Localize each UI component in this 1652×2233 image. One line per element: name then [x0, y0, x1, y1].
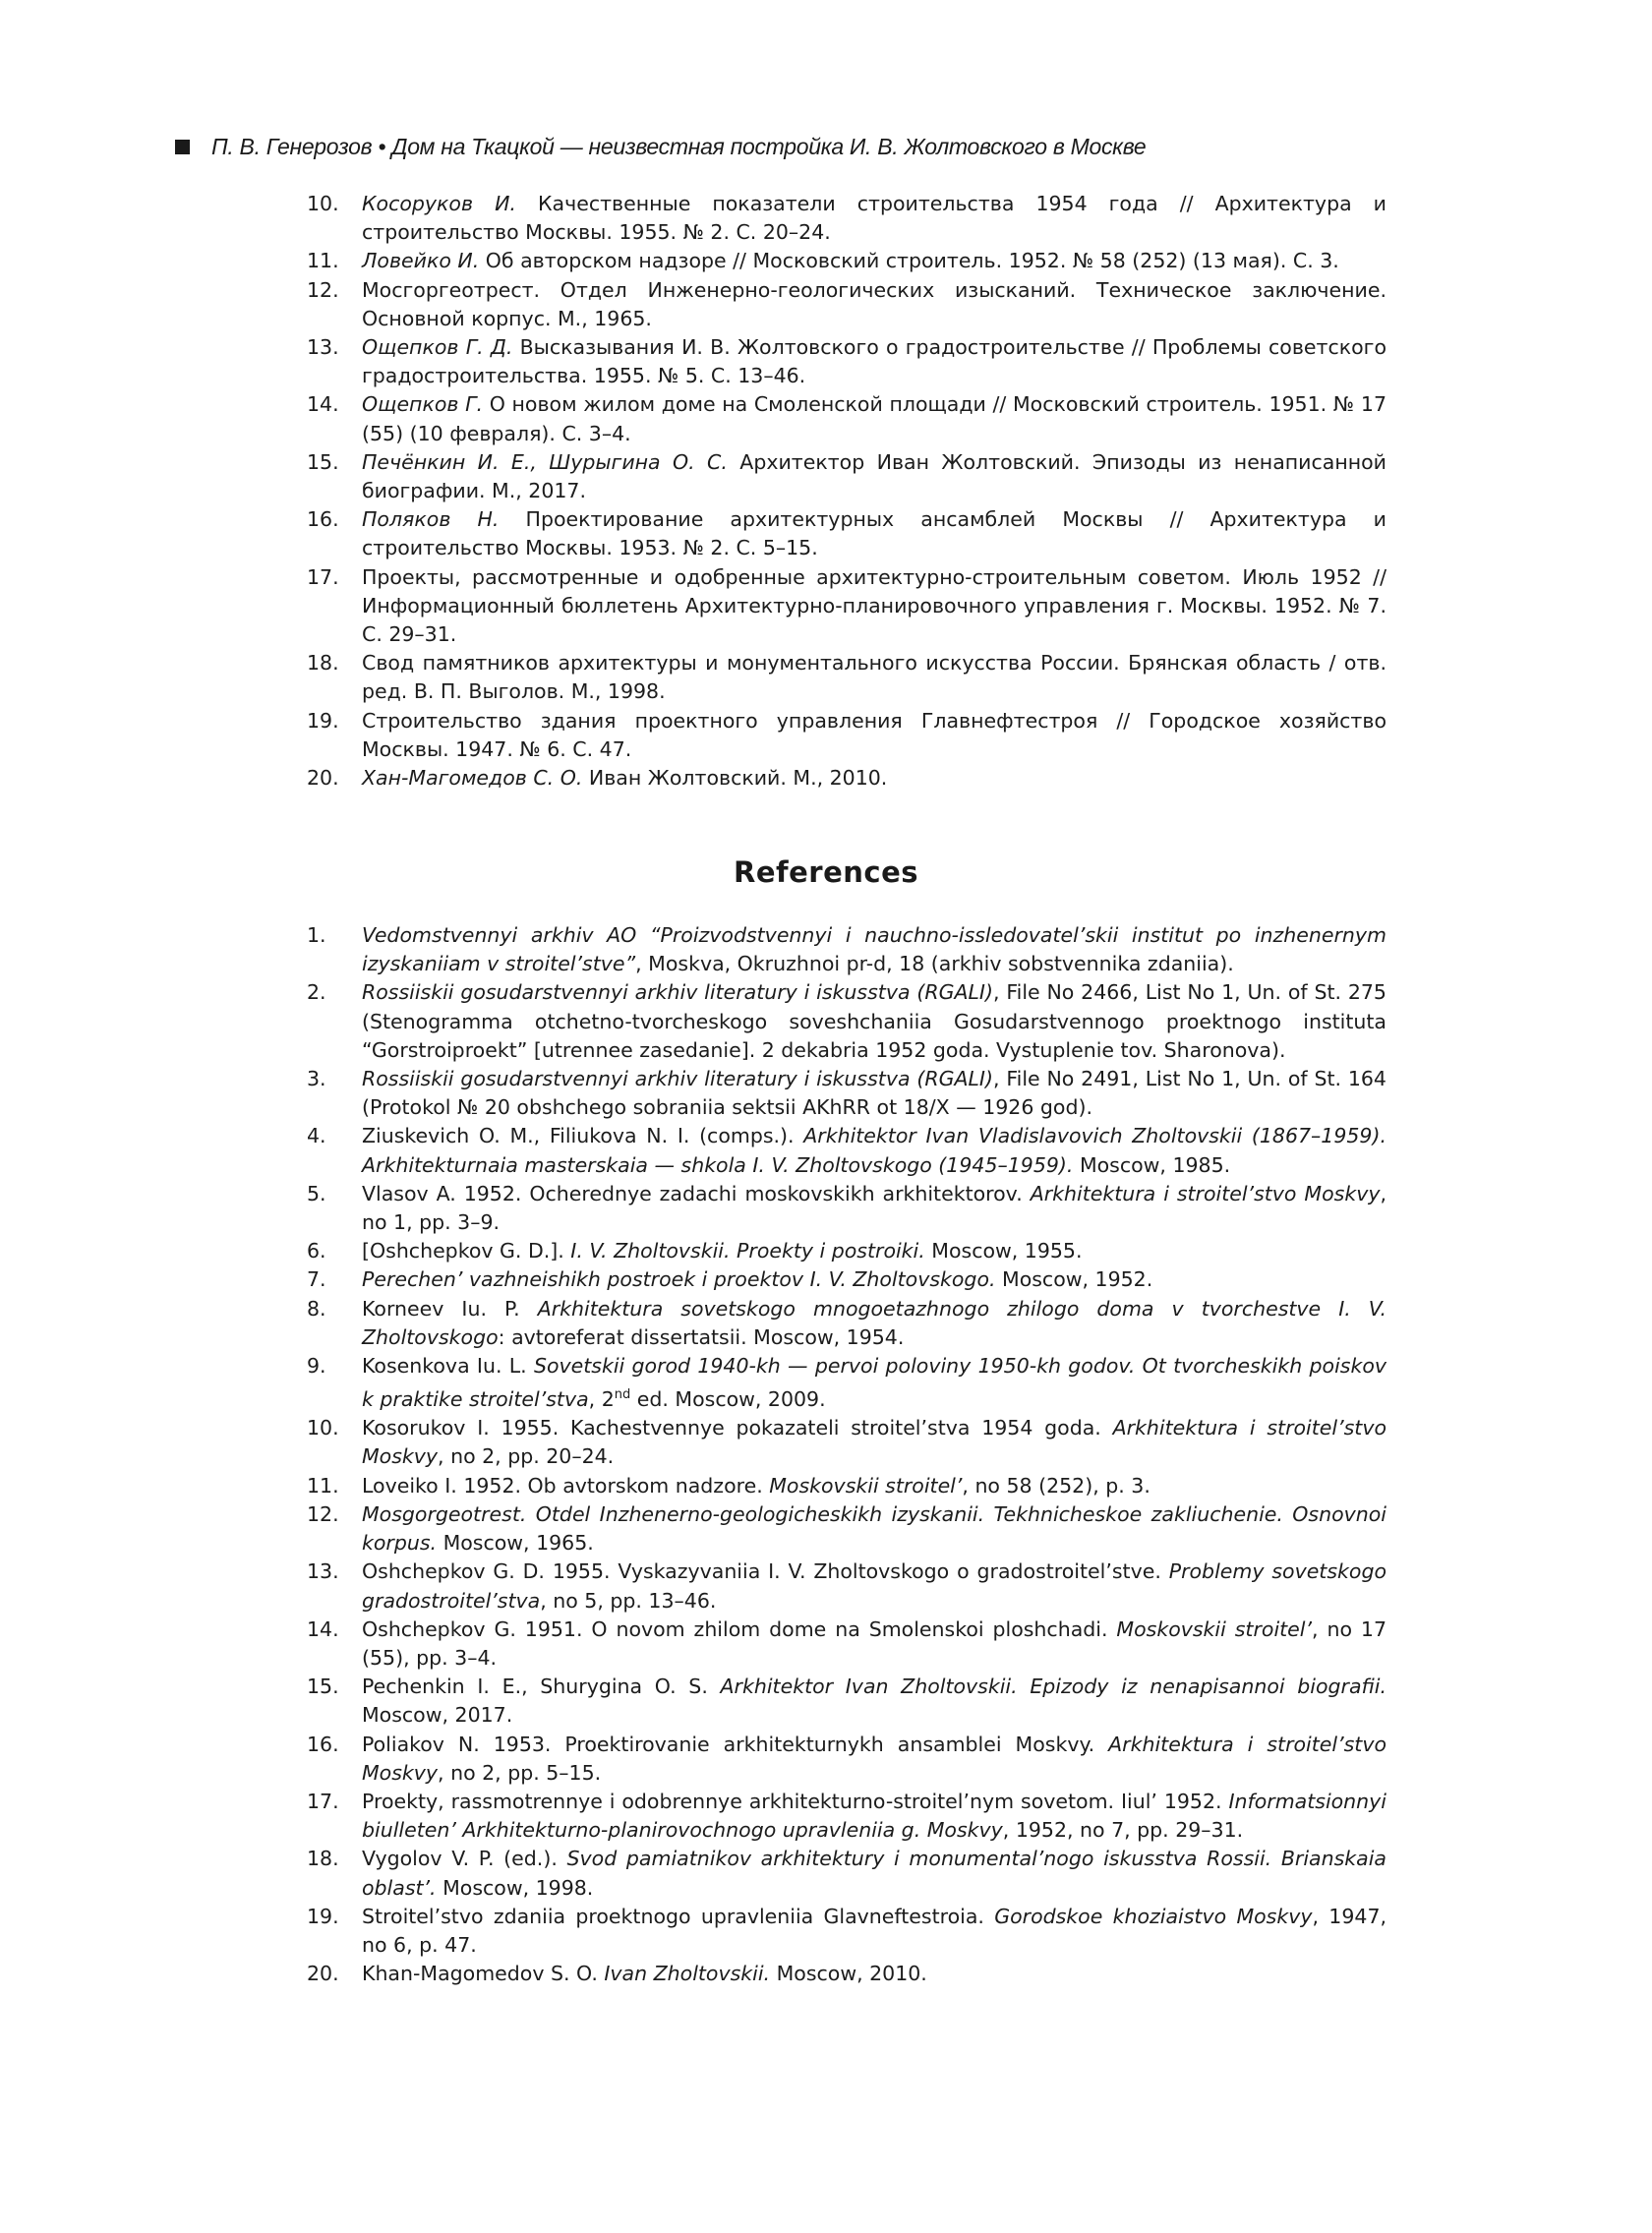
italic-title: Arkhitektor Ivan Vladislavovich Zholtovskii (1867–1959). Arkhitekturnaia masterskaia — shkola I. V. Zholtovskogo (1945–1959).: [362, 1124, 1386, 1177]
italic-title: Arkhitektor Ivan Zholtovskii. Epizody iz nenapisannoi biografii.: [720, 1675, 1386, 1699]
reference-segment: , no 1, pp. 3–9.: [362, 1181, 1386, 1235]
reference-item: [307, 276, 1386, 333]
reference-item: [307, 1731, 1386, 1788]
reference-text: [362, 1557, 1386, 1615]
reference-item: [307, 448, 1386, 505]
italic-title: Arkhitektura i stroitel’stvo Moskvy: [1030, 1181, 1381, 1205]
reference-text: [362, 1903, 1386, 1960]
italic-title: Косоруков И.: [362, 192, 516, 215]
reference-segment: Moscow, 1952.: [995, 1267, 1153, 1292]
reference-segment: , no 2, pp. 5–15.: [438, 1760, 602, 1785]
reference-text: [362, 707, 1386, 764]
reference-number: 20.: [307, 1962, 339, 1986]
reference-number: 13.: [307, 1559, 339, 1584]
reference-item: [307, 1960, 1386, 1988]
running-header-text: П. В. Генерозов • Дом на Ткацкой — неизвестная постройка И. В. Жолтовского в Москве: [211, 134, 1147, 159]
reference-segment: Stroitel’stvo zdaniia proektnogo upravleniia Glavneftestroia.: [362, 1904, 995, 1928]
reference-number: 13.: [307, 335, 339, 360]
reference-text: [362, 333, 1386, 390]
reference-segment: Moscow, 2017.: [362, 1703, 513, 1728]
reference-segment: Проекты, рассмотренные и одобренные архитектурно-строительным советом. Июль 1952 // Информационный бюллетень Архитектурно-планировочного управления г. Москвы. 1952. № 7. С. 29–31.: [362, 564, 1386, 647]
italic-title: Vedomstvennyi arkhiv AO “Proizvodstvennyi i nauchno-issledovatel’skii institut po inzhenernym izyskaniiam v stroitel’stve”: [362, 923, 1386, 976]
references-heading: References: [733, 855, 919, 889]
reference-text: [362, 1731, 1386, 1788]
reference-text: [362, 390, 1386, 447]
reference-number: 11.: [307, 1473, 339, 1498]
reference-segment: Проектирование архитектурных ансамблей Москвы // Архитектура и строительство Москвы. 1953. № 2. С. 5–15.: [362, 507, 1386, 560]
reference-segment: Poliakov N. 1953. Proektirovanie arkhitekturnykh ansamblei Moskvy.: [362, 1732, 1109, 1756]
reference-item: [307, 505, 1386, 562]
reference-item: [307, 1557, 1386, 1615]
reference-text: [362, 190, 1386, 247]
reference-segment: Moscow, 1998.: [436, 1875, 594, 1900]
reference-number: 5.: [307, 1181, 326, 1205]
italic-title: Ловейко И.: [362, 249, 480, 273]
reference-text: [362, 247, 1386, 275]
reference-segment: Moscow, 1965.: [437, 1531, 594, 1556]
reference-text: [362, 1122, 1386, 1179]
reference-number: 18.: [307, 1847, 339, 1871]
reference-segment: , no 17 (55), pp. 3–4.: [362, 1616, 1386, 1670]
reference-number: 18.: [307, 651, 339, 676]
italic-title: Mosgorgeotrest. Otdel Inzhenerno-geologicheskikh izyskanii. Tekhnicheskoe zakliuchenie. Osnovnoi korpus.: [362, 1501, 1386, 1556]
reference-segment: Oshchepkov G. 1951. O novom zhilom dome na Smolenskoi ploshchadi.: [362, 1616, 1117, 1641]
reference-segment: Moscow, 1955.: [924, 1239, 1083, 1263]
reference-number: 17.: [307, 1789, 339, 1813]
reference-text: [362, 1616, 1386, 1673]
reference-number: 2.: [307, 980, 326, 1005]
reference-item: [307, 1295, 1386, 1352]
reference-segment: , no 2, pp. 20–24.: [438, 1444, 615, 1469]
reference-text: [362, 1500, 1386, 1557]
english-reference-list: [307, 921, 1386, 1988]
reference-number: 11.: [307, 249, 339, 273]
superscript: nd: [614, 1387, 631, 1403]
reference-text: [362, 563, 1386, 650]
reference-segment: ed. Moscow, 2009.: [630, 1387, 826, 1412]
reference-text: [362, 276, 1386, 333]
reference-item: [307, 764, 1386, 793]
reference-segment: Vygolov V. P. (ed.).: [362, 1847, 567, 1871]
reference-text: [362, 1472, 1386, 1500]
italic-title: Arkhitektura i stroitel’stvo Moskvy: [362, 1416, 1386, 1469]
reference-text: [362, 1265, 1386, 1294]
reference-item: [307, 1500, 1386, 1557]
reference-number: 15.: [307, 449, 339, 474]
reference-item: [307, 190, 1386, 247]
russian-reference-list: [307, 190, 1386, 793]
reference-number: 4.: [307, 1124, 326, 1148]
reference-segment: , no 5, pp. 13–46.: [540, 1588, 717, 1613]
italic-title: Moskovskii stroitel’: [769, 1473, 963, 1498]
reference-text: [362, 1180, 1386, 1237]
italic-title: Ivan Zholtovskii.: [604, 1962, 771, 1986]
reference-segment: Строительство здания проектного управления Главнефтестроя // Городское хозяйство Москвы. 1947. № 6. С. 47.: [362, 708, 1386, 761]
reference-item: [307, 921, 1386, 978]
italic-title: Rossiiskii gosudarstvennyi arkhiv literatury i iskusstva (RGALI): [362, 980, 993, 1005]
italic-title: Arkhitektura i stroitel’stvo Moskvy: [362, 1732, 1386, 1785]
reference-item: [307, 978, 1386, 1065]
reference-number: 15.: [307, 1675, 339, 1699]
reference-item: [307, 649, 1386, 706]
reference-segment: Moscow, 1985.: [1073, 1152, 1231, 1177]
reference-number: 10.: [307, 192, 339, 215]
reference-text: [362, 921, 1386, 978]
reference-item: [307, 333, 1386, 390]
reference-number: 19.: [307, 1904, 339, 1928]
reference-text: [362, 1237, 1386, 1265]
reference-text: [362, 1960, 1386, 1988]
italic-title: Arkhitektura sovetskogo mnogoetazhnogo zhilogo doma v tvorchestve I. V. Zholtovskogo: [362, 1296, 1386, 1349]
reference-text: [362, 649, 1386, 706]
reference-segment: Ziuskevich O. M., Filiukova N. I. (comps.).: [362, 1124, 804, 1148]
reference-number: 8.: [307, 1296, 326, 1321]
italic-title: Хан-Магомедов С. О.: [362, 766, 583, 791]
square-bullet-icon: [175, 140, 190, 154]
reference-number: 9.: [307, 1354, 326, 1379]
italic-title: Печёнкин И. Е., Шурыгина О. С.: [362, 449, 728, 474]
reference-item: [307, 1065, 1386, 1122]
italic-title: Поляков Н.: [362, 507, 500, 532]
italic-title: Ощепков Г. Д.: [362, 335, 513, 360]
reference-number: 17.: [307, 564, 339, 589]
reference-segment: , File No 2466, List No 1, Un. of St. 275 (Stenogramma otchetno-tvorcheskogo soveshchaniia Gosudarstvennogo proektnogo instituta “Gorstroiproekt” [utrennee zasedanie]. 2 dekabria 1952 goda. Vystuplenie tov. Sharonova).: [362, 980, 1386, 1062]
reference-text: [362, 1352, 1386, 1414]
reference-item: [307, 1616, 1386, 1673]
reference-segment: [Oshchepkov G. D.].: [362, 1239, 571, 1263]
italic-title: Informatsionnyi biulleten’ Arkhitekturno-planirovochnogo upravleniia g. Moskvy: [362, 1789, 1386, 1843]
reference-segment: Свод памятников архитектуры и монументального искусства России. Брянская область / отв. ред. В. П. Выголов. М., 1998.: [362, 651, 1386, 704]
reference-segment: Мосгоргеотрест. Отдел Инженерно-геологических изысканий. Техническое заключение. Основной корпус. М., 1965.: [362, 277, 1386, 330]
reference-number: 16.: [307, 507, 339, 532]
reference-number: 3.: [307, 1067, 326, 1091]
reference-text: [362, 505, 1386, 562]
reference-text: [362, 1414, 1386, 1471]
reference-text: [362, 978, 1386, 1065]
reference-number: 12.: [307, 277, 339, 302]
reference-item: [307, 1845, 1386, 1902]
italic-title: Perechen’ vazhneishikh postroek i proektov I. V. Zholtovskogo.: [362, 1267, 996, 1292]
reference-number: 7.: [307, 1267, 326, 1292]
reference-item: [307, 390, 1386, 447]
italic-title: Sovetskii gorod 1940-kh — pervoi poloviny 1950-kh godov. Ot tvorcheskikh poiskov k praktike stroitel’stva: [362, 1354, 1386, 1412]
running-header: [175, 134, 1146, 160]
reference-item: [307, 1265, 1386, 1294]
reference-segment: : avtoreferat dissertatsii. Moscow, 1954.: [498, 1324, 905, 1349]
reference-segment: Khan-Magomedov S. O.: [362, 1962, 605, 1986]
italic-title: I. V. Zholtovskii. Proekty i postroiki.: [570, 1239, 925, 1263]
reference-text: [362, 1295, 1386, 1352]
reference-item: [307, 1673, 1386, 1730]
reference-item: [307, 707, 1386, 764]
reference-item: [307, 1352, 1386, 1414]
italic-title: Rossiiskii gosudarstvennyi arkhiv literatury i iskusstva (RGALI): [362, 1067, 993, 1091]
reference-segment: , File No 2491, List No 1, Un. of St. 164 (Protokol № 20 obshchego sobraniia sektsii AKhRR ot 18/X — 1926 god).: [362, 1067, 1386, 1120]
reference-segment: Kosenkova Iu. L.: [362, 1354, 534, 1379]
italic-title: Moskovskii stroitel’: [1116, 1616, 1312, 1641]
reference-text: [362, 1065, 1386, 1122]
reference-item: [307, 1472, 1386, 1500]
reference-segment: О новом жилом доме на Смоленской площади // Московский строитель. 1951. № 17 (55) (10 февраля). С. 3–4.: [362, 392, 1386, 445]
reference-segment: , 2: [588, 1387, 615, 1412]
reference-segment: Moscow, 2010.: [770, 1962, 927, 1986]
reference-item: [307, 1414, 1386, 1471]
reference-number: 20.: [307, 766, 339, 791]
italic-title: Gorodskoe khoziaistvo Moskvy: [994, 1904, 1313, 1928]
reference-segment: Высказывания И. В. Жолтовского о градостроительстве // Проблемы советского градостроительства. 1955. № 5. С. 13–46.: [362, 335, 1386, 388]
reference-number: 10.: [307, 1416, 339, 1440]
reference-segment: Vlasov A. 1952. Ocherednye zadachi moskovskikh arkhitektorov.: [362, 1181, 1031, 1205]
reference-item: [307, 1903, 1386, 1960]
reference-item: [307, 563, 1386, 650]
reference-segment: Архитектор Иван Жолтовский. Эпизоды из ненаписанной биографии. М., 2017.: [362, 449, 1386, 503]
reference-segment: Качественные показатели строительства 1954 года // Архитектура и строительство Москвы. 1955. № 2. С. 20–24.: [362, 192, 1386, 245]
reference-item: [307, 1180, 1386, 1237]
reference-item: [307, 247, 1386, 275]
reference-segment: , 1947, no 6, p. 47.: [362, 1904, 1386, 1957]
italic-title: Problemy sovetskogo gradostroitel’stva: [362, 1559, 1386, 1613]
reference-segment: , 1952, no 7, pp. 29–31.: [1002, 1818, 1244, 1843]
reference-segment: Oshchepkov G. D. 1955. Vyskazyvaniia I. V. Zholtovskogo o gradostroitel’stve.: [362, 1559, 1169, 1584]
italic-title: Ощепков Г.: [362, 392, 484, 417]
reference-number: 14.: [307, 1616, 339, 1641]
reference-text: [362, 764, 1386, 793]
reference-segment: , no 58 (252), p. 3.: [962, 1473, 1150, 1498]
reference-segment: Loveiko I. 1952. Ob avtorskom nadzore.: [362, 1473, 770, 1498]
reference-number: 6.: [307, 1239, 326, 1263]
reference-number: 14.: [307, 392, 339, 417]
reference-number: 16.: [307, 1732, 339, 1756]
reference-segment: Kosorukov I. 1955. Kachestvennye pokazateli stroitel’stva 1954 goda.: [362, 1416, 1113, 1440]
italic-title: Svod pamiatnikov arkhitektury i monumental’nogo iskusstva Rossii. Brianskaia oblast’.: [362, 1847, 1386, 1900]
reference-segment: Иван Жолтовский. М., 2010.: [582, 766, 888, 791]
reference-segment: , Moskva, Okruzhnoi pr-d, 18 (arkhiv sobstvennika zdaniia).: [635, 952, 1234, 976]
reference-number: 12.: [307, 1501, 339, 1526]
reference-segment: Proekty, rassmotrennye i odobrennye arkhitekturno-stroitel’nym sovetom. Iiul’ 1952.: [362, 1789, 1229, 1813]
reference-segment: Об авторском надзоре // Московский строитель. 1952. № 58 (252) (13 мая). С. 3.: [479, 249, 1339, 273]
reference-text: [362, 448, 1386, 505]
reference-segment: Korneev Iu. P.: [362, 1296, 538, 1321]
reference-text: [362, 1673, 1386, 1730]
reference-item: [307, 1237, 1386, 1265]
reference-text: [362, 1845, 1386, 1902]
reference-segment: Pechenkin I. E., Shurygina O. S.: [362, 1675, 721, 1699]
reference-number: 19.: [307, 708, 339, 733]
reference-number: 1.: [307, 923, 326, 947]
reference-item: [307, 1122, 1386, 1179]
reference-text: [362, 1788, 1386, 1845]
reference-item: [307, 1788, 1386, 1845]
